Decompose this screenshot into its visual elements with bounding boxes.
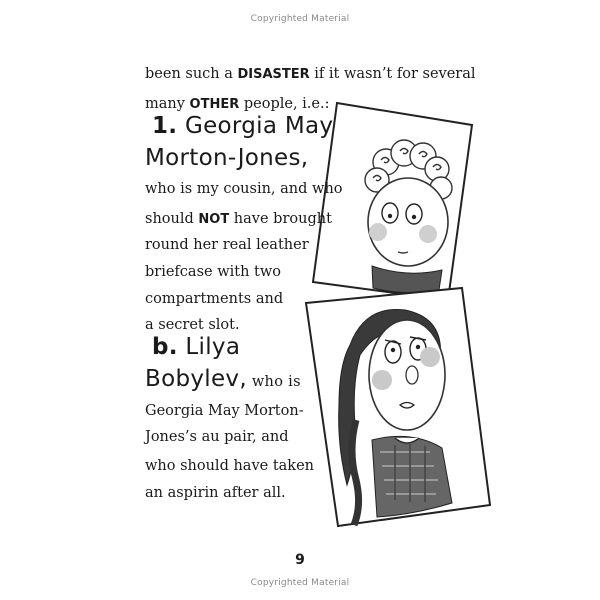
copyright-notice-top: Copyrighted Material [250, 14, 350, 24]
text-line: a secret slot. [145, 317, 240, 333]
text-line: who is my cousin, and who [145, 181, 343, 197]
lilya-portrait [306, 288, 490, 526]
item-1-name: 1. Georgia May [152, 113, 334, 139]
text-line: compartments and [145, 291, 284, 307]
text-line: many OTHER people, i.e.: [145, 96, 330, 112]
text-line: been such a DISASTER if it wasn’t for several [145, 66, 476, 82]
text-line: Georgia May Morton- [145, 403, 304, 419]
item-2-name-cont: Bobylev, who is [145, 366, 301, 392]
text-line: an aspirin after all. [145, 485, 286, 501]
text-line: Jones’s au pair, and [145, 429, 289, 445]
georgia-portrait [313, 103, 472, 300]
page-number: 9 [295, 552, 305, 568]
text-line: briefcase with two [145, 264, 281, 280]
text-line: who should have taken [145, 458, 315, 474]
text-line: round her real leather [145, 237, 309, 253]
copyright-notice-bottom: Copyrighted Material [250, 578, 350, 588]
item-1-name-cont: Morton-Jones, [145, 145, 309, 171]
text-line: should NOT have brought [145, 211, 332, 227]
item-2-name: b. Lilya [152, 334, 241, 360]
